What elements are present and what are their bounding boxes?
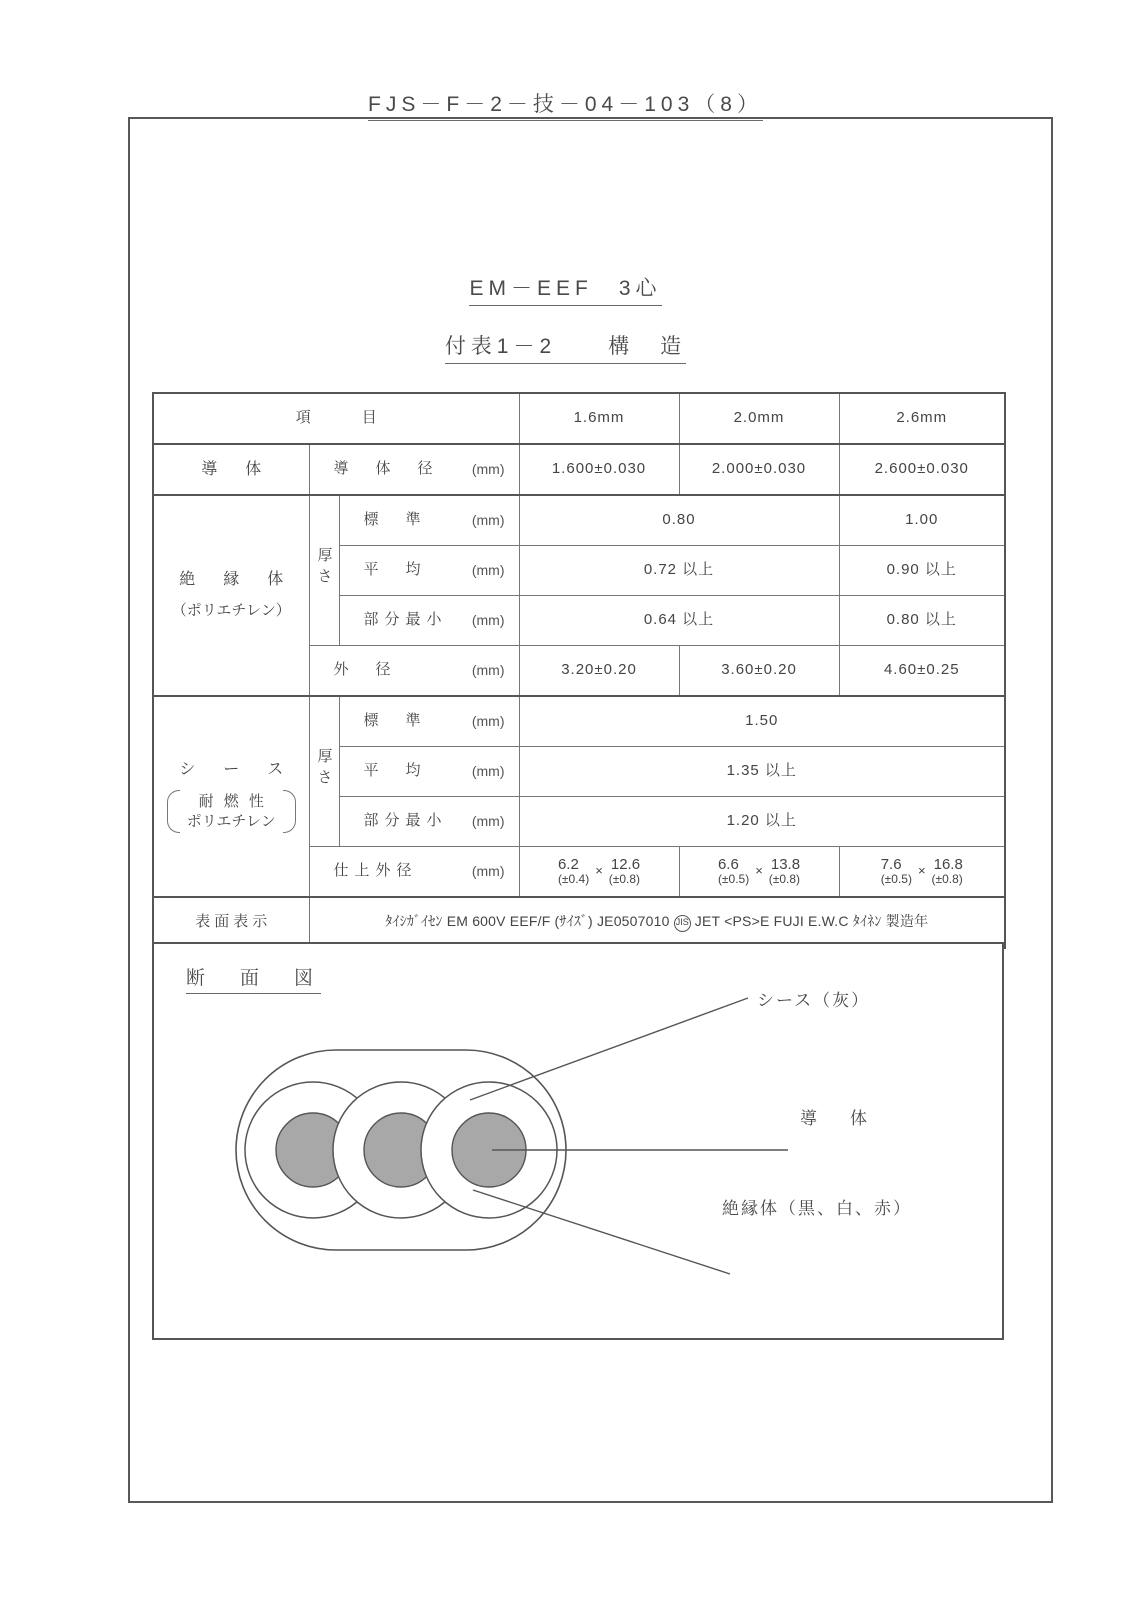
surface-marking-text-after: JET <PS>E FUJI E.W.C ﾀｲﾈﾝ 製造年	[694, 913, 929, 929]
insulation-standard-label: 標 準	[363, 511, 427, 529]
sheath-average-merged: 1.35 以上	[519, 747, 1005, 797]
surface-marking-text-before: ﾀｲｼｶﾞｲｾﾝ EM 600V EEF/F (ｻｲｽﾞ) JE0507010	[385, 913, 670, 929]
multiply-sign: ×	[755, 863, 763, 879]
table-row	[153, 444, 1005, 495]
row-label-sheath-average	[339, 747, 519, 797]
row-label-insulation-standard	[339, 495, 519, 546]
insulation-standard-last: 1.00	[839, 495, 1005, 546]
group-sheath-material-1: 耐 燃 性	[198, 793, 267, 810]
conductor-diameter-label: 導 体 径	[333, 460, 439, 478]
conductor-diameter-unit: (mm)	[471, 460, 505, 477]
row-label-finished-od	[309, 847, 519, 898]
cross-section-diagram	[152, 942, 1004, 1340]
table-row	[153, 897, 1005, 948]
row-label-insulation-partial-min	[339, 596, 519, 646]
group-insulation-label-1: 絶 縁 体	[179, 571, 290, 589]
table-row	[153, 696, 1005, 747]
insulation-od-value-1: 3.20±0.20	[519, 646, 679, 697]
page-title	[0, 272, 1131, 302]
insulation-standard-unit: (mm)	[471, 511, 505, 528]
label-conductor: 導 体	[800, 1109, 875, 1128]
row-label-conductor-diameter	[309, 444, 519, 495]
cross-section-title: 断 面 図	[186, 963, 321, 994]
header-item-label: 項 目	[153, 393, 519, 444]
group-sheath	[153, 696, 309, 897]
label-insulation: 絶縁体（黒、白、赤）	[722, 1199, 912, 1218]
finished-od-1-width: 6.2	[557, 856, 579, 874]
insulation-average-label: 平 均	[363, 561, 427, 579]
sheath-partial-min-merged: 1.20 以上	[519, 797, 1005, 847]
leader-line-sheath	[470, 998, 748, 1100]
insulation-od-value-3: 4.60±0.25	[839, 646, 1005, 697]
group-sheath-material-2: ポリエチレン	[186, 812, 276, 830]
group-conductor	[153, 444, 309, 495]
insulation-od-label: 外 径	[333, 661, 397, 679]
finished-od-cell-2	[679, 847, 839, 898]
group-insulation	[153, 495, 309, 696]
group-conductor-label: 導 体	[201, 460, 268, 478]
header-col-3: 2.6mm	[839, 393, 1005, 444]
finished-od-2-width: 6.6	[717, 856, 739, 874]
sheath-average-label: 平 均	[363, 762, 427, 780]
insulation-partial-min-last: 0.80 以上	[839, 596, 1005, 646]
insulation-partial-min-unit: (mm)	[471, 611, 505, 628]
surface-marking-value	[309, 897, 1005, 948]
table-title-text: 付表1－2 構 造	[445, 335, 686, 364]
multiply-sign: ×	[917, 863, 926, 879]
sheath-standard-unit: (mm)	[471, 712, 505, 729]
header-col-2: 2.0mm	[679, 393, 839, 444]
row-label-insulation-average	[339, 546, 519, 596]
jis-badge-icon: JIS	[674, 915, 691, 932]
sheath-thickness-vertical-label: 厚さ	[309, 696, 339, 847]
sheath-average-unit: (mm)	[471, 762, 505, 779]
finished-od-2-height-tol: (±0.8)	[768, 872, 801, 887]
table-header-row	[153, 393, 1005, 444]
finished-od-2-width-tol: (±0.5)	[717, 872, 750, 887]
insulation-standard-merged: 0.80	[519, 495, 839, 546]
conductor-value-3: 2.600±0.030	[839, 444, 1005, 495]
page-title-text: EM－EEF 3心	[469, 277, 661, 306]
insulation-average-unit: (mm)	[471, 561, 505, 578]
insulation-od-value-2: 3.60±0.20	[679, 646, 839, 697]
finished-od-cell-3	[839, 847, 1005, 898]
label-sheath: シース（灰）	[757, 991, 871, 1010]
finished-od-3-width-tol: (±0.5)	[880, 872, 912, 887]
sheath-partial-min-label: 部分最小	[363, 812, 448, 830]
insulation-average-merged: 0.72 以上	[519, 546, 839, 596]
group-insulation-label-2: （ポリエチレン）	[171, 602, 291, 620]
sheath-partial-min-unit: (mm)	[471, 812, 505, 829]
group-sheath-material-bracket	[165, 790, 298, 833]
conductor-value-2: 2.000±0.030	[679, 444, 839, 495]
finished-od-2-height: 13.8	[770, 856, 801, 874]
finished-od-3-height: 16.8	[933, 856, 963, 874]
finished-od-1-height-tol: (±0.8)	[608, 872, 641, 887]
document-number-text: FJS－F－2－技－04－103（8）	[368, 93, 763, 121]
finished-od-cell-1	[519, 847, 679, 898]
table-row	[153, 495, 1005, 546]
insulation-od-unit: (mm)	[471, 661, 505, 678]
insulation-partial-min-merged: 0.64 以上	[519, 596, 839, 646]
group-sheath-label: シ ー ス	[179, 761, 290, 778]
row-label-sheath-standard	[339, 696, 519, 747]
sheath-standard-label: 標 準	[363, 712, 427, 730]
finished-od-1-width-tol: (±0.4)	[557, 872, 590, 887]
finished-od-1-height: 12.6	[610, 856, 641, 874]
row-label-insulation-outer-diameter	[309, 646, 519, 697]
table-title	[0, 330, 1131, 360]
conductor-value-1: 1.600±0.030	[519, 444, 679, 495]
insulation-average-last: 0.90 以上	[839, 546, 1005, 596]
row-label-sheath-partial-min	[339, 797, 519, 847]
surface-marking-label: 表面表示	[153, 897, 309, 948]
finished-od-unit: (mm)	[471, 862, 505, 879]
insulation-thickness-vertical-label: 厚さ	[309, 495, 339, 646]
finished-od-3-height-tol: (±0.8)	[931, 872, 963, 887]
finished-od-label: 仕上外径	[333, 862, 418, 880]
finished-od-3-width: 7.6	[880, 856, 902, 874]
multiply-sign: ×	[595, 863, 603, 879]
document-number	[0, 88, 1131, 118]
header-col-1: 1.6mm	[519, 393, 679, 444]
insulation-partial-min-label: 部分最小	[363, 611, 448, 629]
specification-table	[152, 392, 1006, 949]
sheath-standard-merged: 1.50	[519, 696, 1005, 747]
